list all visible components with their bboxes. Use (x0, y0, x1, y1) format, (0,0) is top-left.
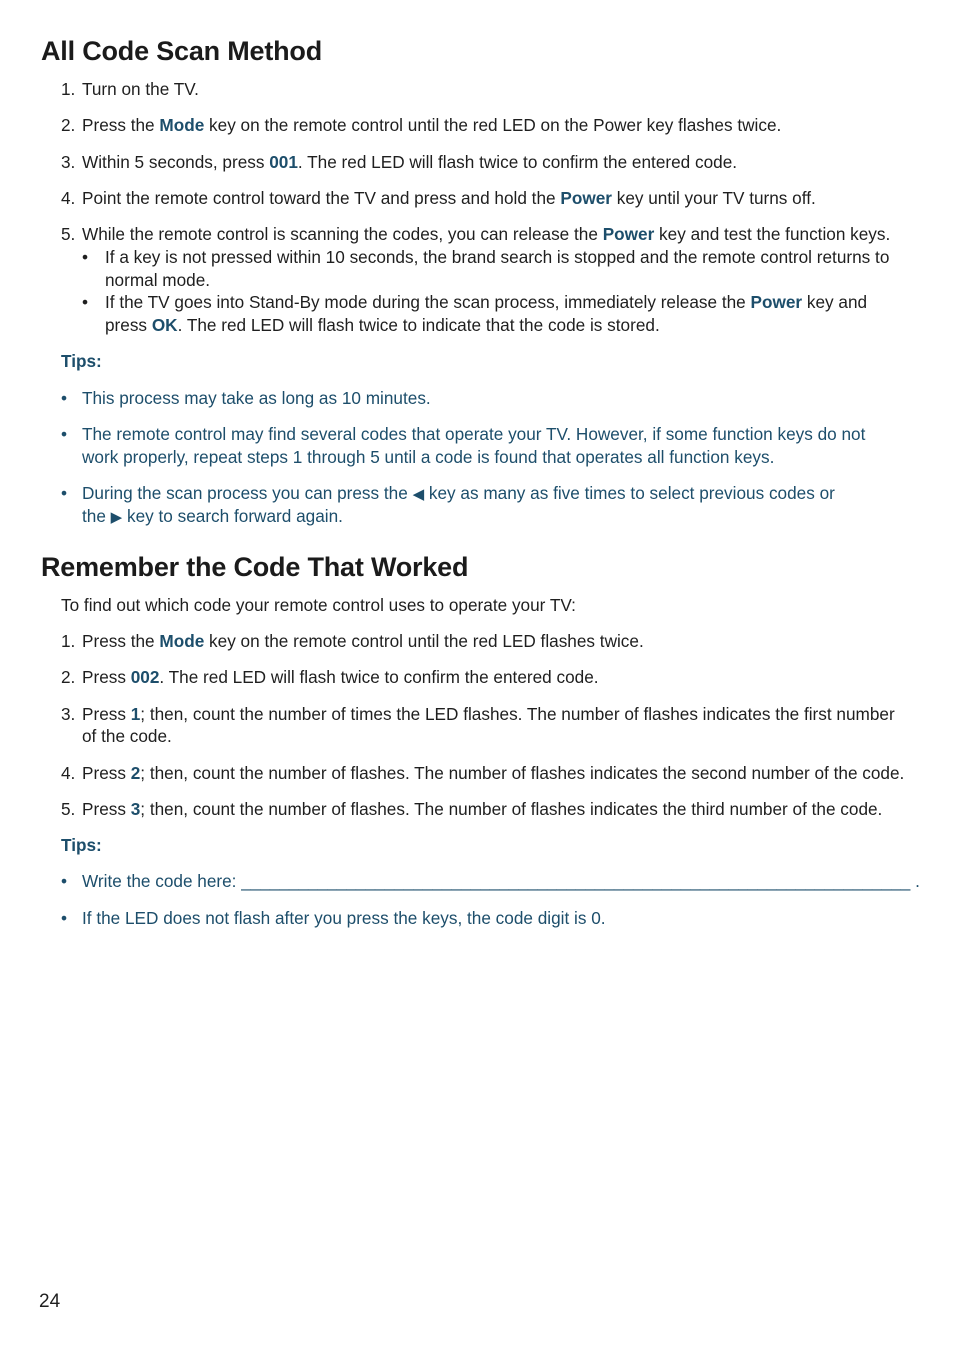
step-text: Press the Mode key on the remote control until the red LED flashes twice. (82, 631, 644, 651)
sub-bullet-text: press OK. The red LED will flash twice to indicate that the code is stored. (105, 315, 660, 335)
tip-text: If the LED does not flash after you press the keys, the code digit is 0. (82, 908, 606, 928)
page-number: 24 (39, 1291, 61, 1312)
step-number: 3. (61, 152, 76, 172)
keyword-code: 001 (269, 152, 298, 172)
sub-bullet-text: If a key is not pressed within 10 seconds, the brand search is stopped and the remote control returns to (105, 247, 890, 267)
tip-text: work properly, repeat steps 1 through 5 until a code is found that operates all function keys. (82, 447, 775, 467)
step-number: 2. (61, 667, 76, 687)
step-text: Point the remote control toward the TV and press and hold the Power key until your TV turns off. (82, 188, 816, 208)
section-title-all-code-scan: All Code Scan Method (41, 36, 323, 66)
tip-bullet: • (61, 871, 68, 891)
keyword-digit: 3 (130, 799, 141, 819)
left-arrow-icon: ◀ (412, 486, 425, 503)
right-arrow-icon: ▶ (110, 509, 123, 526)
keyword-power: Power (602, 224, 655, 244)
step-text: Press 2; then, count the number of flashes. The number of flashes indicates the second number of the code. (82, 763, 905, 783)
sub-bullet: • (82, 247, 89, 267)
step-text: While the remote control is scanning the codes, you can release the Power key and test the function keys. (82, 224, 891, 244)
section-title-remember-code: Remember the Code That Worked (41, 552, 469, 582)
step-text: Press 002. The red LED will flash twice to confirm the entered code. (82, 667, 599, 687)
section-intro: To find out which code your remote control uses to operate your TV: (61, 595, 576, 615)
keyword-power: Power (560, 188, 612, 208)
tip-text: This process may take as long as 10 minutes. (82, 388, 431, 408)
tip-text: the ▶ key to search forward again. (82, 505, 343, 529)
step-text: of the code. (82, 726, 172, 746)
step-text: Press 1; then, count the number of times the LED flashes. The number of flashes indicates the first number (82, 704, 895, 724)
tip-bullet: • (61, 908, 68, 928)
tip-bullet: • (61, 424, 68, 444)
step-number: 1. (61, 79, 76, 99)
keyword-digit: 2 (130, 763, 141, 783)
step-number: 4. (61, 763, 76, 783)
tip-text: The remote control may find several codes that operate your TV. However, if some function keys do not (82, 424, 866, 444)
step-number: 4. (61, 188, 76, 208)
step-text: Turn on the TV. (82, 79, 199, 99)
tip-text: During the scan process you can press the ◀ key as many as five times to select previous codes or (82, 482, 835, 506)
keyword-mode: Mode (159, 631, 205, 651)
keyword-mode: Mode (159, 115, 205, 135)
sub-bullet-text: normal mode. (105, 270, 211, 290)
sub-bullet: • (82, 292, 89, 312)
step-number: 3. (61, 704, 76, 724)
step-number: 2. (61, 115, 76, 135)
tips-heading: Tips: (61, 351, 102, 371)
step-text: Within 5 seconds, press 001. The red LED will flash twice to confirm the entered code. (82, 152, 738, 172)
tip-bullet: • (61, 483, 68, 503)
step-number: 1. (61, 631, 76, 651)
keyword-digit: 1 (130, 704, 141, 724)
tips-heading: Tips: (61, 835, 102, 855)
write-code-line: Write the code here: ______________________________________________________________________ . (82, 871, 920, 891)
step-number: 5. (61, 799, 76, 819)
keyword-ok: OK (151, 315, 178, 335)
keyword-code: 002 (130, 667, 160, 687)
step-text: Press 3; then, count the number of flashes. The number of flashes indicates the third number of the code. (82, 799, 883, 819)
sub-bullet-text: If the TV goes into Stand-By mode during the scan process, immediately release the Power key and (105, 292, 868, 312)
step-number: 5. (61, 224, 76, 244)
tip-bullet: • (61, 388, 68, 408)
keyword-power: Power (750, 292, 803, 312)
step-text: Press the Mode key on the remote control until the red LED on the Power key flashes twice. (82, 115, 782, 135)
